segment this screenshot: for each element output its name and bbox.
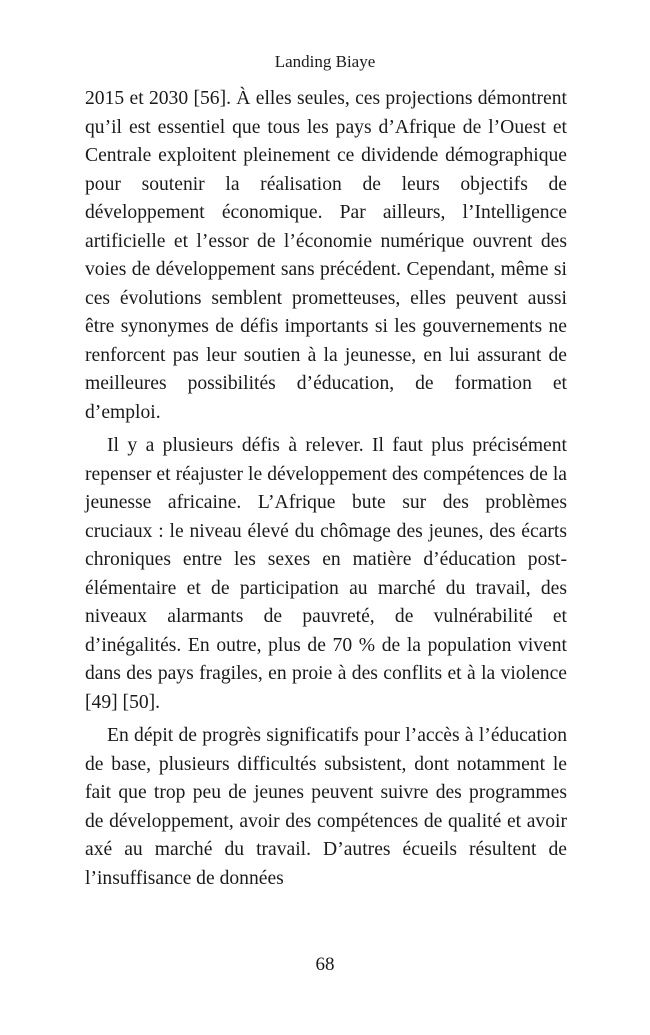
paragraph-education: En dépit de progrès significatifs pour l’accès à l’éducation de base, plusieurs difficultés subsistent, dont notamment le fait que trop peu de jeunes peuvent suivre des programmes de développement, avoir des compétences de qualité et avoir axé au marché du travail. D’autres écueils résultent de l’insuffisance de données bbox=[85, 725, 567, 889]
page-number: 68 bbox=[315, 954, 335, 975]
paragraph-challenges: Il y a plusieurs défis à relever. Il faut plus précisément repenser et réajuster le développement des compétences de la jeunesse africaine. L’Afrique bute sur des problèmes cruciaux : le niveau élevé du chômage des jeunes, des écarts chroniques entre les sexes en matière d’éducation post-élémentaire et de participation au marché du travail, des niveaux alarmants de pauvreté, de vulnérabilité et d’inégalités. En outre, plus de 70 % de la population vivent dans des pays fragiles, en proie à des conflits et à la violence [49] [50]. bbox=[85, 435, 567, 713]
body-text bbox=[85, 85, 567, 893]
running-header: Landing Biaye bbox=[274, 52, 376, 71]
paragraph-continuation: 2015 et 2030 [56]. À elles seules, ces projections démontrent qu’il est essentiel que tous les pays d’Afrique de l’Ouest et Centrale exploitent pleinement ce dividende démographique pour soutenir la réalisation de leurs objectifs de développement économique. Par ailleurs, l’Intelligence artificielle et l’essor de l’économie numérique ouvrent des voies de développement sans précédent. Cependant, même si ces évolutions semblent prometteuses, elles peuvent aussi être synonymes de défis importants si les gouvernements ne renforcent pas leur soutien à la jeunesse, en lui assurant de meilleures possibilités d’éducation, de formation et d’emploi. bbox=[85, 88, 567, 423]
